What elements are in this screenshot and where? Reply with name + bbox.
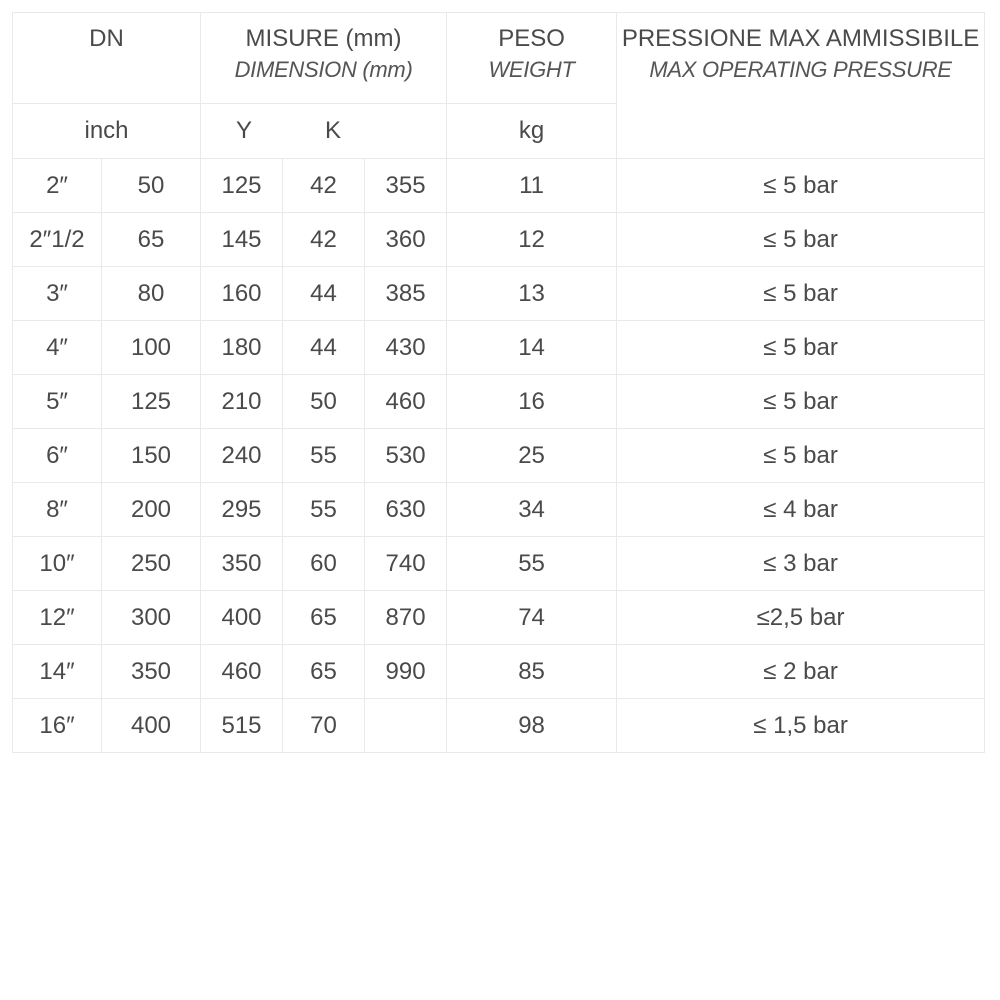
cell-dn: 80: [102, 267, 201, 321]
cell-dn: 250: [102, 537, 201, 591]
table-row: [13, 375, 985, 429]
cell-y: 240: [201, 429, 283, 483]
cell-dn: 300: [102, 591, 201, 645]
cell-pressure: ≤ 3 bar: [617, 537, 985, 591]
header-weight-cell: [447, 13, 617, 104]
cell-l: 740: [365, 537, 447, 591]
cell-dn: 125: [102, 375, 201, 429]
cell-l: 360: [365, 213, 447, 267]
cell-dn: 400: [102, 699, 201, 753]
cell-weight: 74: [447, 591, 617, 645]
table-row: [13, 159, 985, 213]
cell-l: 355: [365, 159, 447, 213]
cell-weight: 16: [447, 375, 617, 429]
header-peso: PESO: [498, 25, 565, 52]
cell-weight: 98: [447, 699, 617, 753]
cell-inch: 2″1/2: [13, 213, 102, 267]
cell-inch: 14″: [13, 645, 102, 699]
header-pressure-cell: [617, 13, 985, 159]
header-row: [13, 13, 985, 104]
cell-weight: 25: [447, 429, 617, 483]
cell-k: 55: [283, 429, 365, 483]
data-rows: [13, 159, 985, 753]
header-dimension: DIMENSION (mm): [234, 57, 413, 82]
cell-weight: 11: [447, 159, 617, 213]
unit-k: K: [325, 117, 342, 144]
cell-k: 44: [283, 267, 365, 321]
cell-pressure: ≤ 5 bar: [617, 321, 985, 375]
header-pressione: PRESSIONE MAX AMMISSIBILE: [621, 25, 980, 52]
cell-y: 180: [201, 321, 283, 375]
unit-kg: kg: [447, 104, 617, 159]
table-row: [13, 591, 985, 645]
spec-table: [12, 12, 985, 753]
cell-k: 55: [283, 483, 365, 537]
cell-inch: 8″: [13, 483, 102, 537]
cell-l: 630: [365, 483, 447, 537]
cell-y: 400: [201, 591, 283, 645]
spec-table-body: [13, 13, 985, 159]
cell-k: 50: [283, 375, 365, 429]
cell-pressure: ≤ 1,5 bar: [617, 699, 985, 753]
cell-inch: 5″: [13, 375, 102, 429]
cell-weight: 55: [447, 537, 617, 591]
cell-y: 515: [201, 699, 283, 753]
cell-y: 350: [201, 537, 283, 591]
cell-l: [365, 699, 447, 753]
cell-y: 145: [201, 213, 283, 267]
cell-inch: 12″: [13, 591, 102, 645]
cell-k: 60: [283, 537, 365, 591]
table-row: [13, 321, 985, 375]
units-yk-cell: [201, 104, 447, 159]
unit-inch: inch: [13, 104, 201, 159]
cell-weight: 34: [447, 483, 617, 537]
cell-l: 460: [365, 375, 447, 429]
cell-dn: 350: [102, 645, 201, 699]
cell-inch: 3″: [13, 267, 102, 321]
cell-dn: 65: [102, 213, 201, 267]
cell-pressure: ≤ 2 bar: [617, 645, 985, 699]
cell-k: 42: [283, 159, 365, 213]
cell-dn: 50: [102, 159, 201, 213]
unit-y: Y: [236, 117, 253, 144]
cell-k: 70: [283, 699, 365, 753]
cell-pressure: ≤ 5 bar: [617, 429, 985, 483]
cell-l: 990: [365, 645, 447, 699]
table-row: [13, 483, 985, 537]
cell-k: 44: [283, 321, 365, 375]
table-row: [13, 645, 985, 699]
cell-y: 160: [201, 267, 283, 321]
table-row: [13, 699, 985, 753]
table-row: [13, 429, 985, 483]
cell-k: 42: [283, 213, 365, 267]
header-dn: DN: [89, 25, 124, 52]
cell-k: 65: [283, 591, 365, 645]
header-dimensions-cell: [201, 13, 447, 104]
cell-weight: 12: [447, 213, 617, 267]
table-row: [13, 537, 985, 591]
cell-pressure: ≤ 5 bar: [617, 375, 985, 429]
cell-k: 65: [283, 645, 365, 699]
cell-l: 870: [365, 591, 447, 645]
cell-y: 125: [201, 159, 283, 213]
cell-pressure: ≤ 5 bar: [617, 159, 985, 213]
cell-pressure: ≤2,5 bar: [617, 591, 985, 645]
cell-weight: 85: [447, 645, 617, 699]
header-dn-cell: [13, 13, 201, 104]
cell-inch: 16″: [13, 699, 102, 753]
cell-l: 530: [365, 429, 447, 483]
cell-dn: 100: [102, 321, 201, 375]
cell-inch: 6″: [13, 429, 102, 483]
cell-inch: 2″: [13, 159, 102, 213]
header-max-pressure: MAX OPERATING PRESSURE: [649, 57, 952, 82]
cell-inch: 10″: [13, 537, 102, 591]
cell-weight: 14: [447, 321, 617, 375]
cell-dn: 150: [102, 429, 201, 483]
cell-y: 210: [201, 375, 283, 429]
cell-l: 430: [365, 321, 447, 375]
cell-dn: 200: [102, 483, 201, 537]
cell-pressure: ≤ 5 bar: [617, 213, 985, 267]
cell-weight: 13: [447, 267, 617, 321]
header-misure: MISURE (mm): [245, 25, 402, 52]
cell-y: 460: [201, 645, 283, 699]
cell-pressure: ≤ 5 bar: [617, 267, 985, 321]
cell-pressure: ≤ 4 bar: [617, 483, 985, 537]
cell-inch: 4″: [13, 321, 102, 375]
cell-l: 385: [365, 267, 447, 321]
table-row: [13, 213, 985, 267]
table-row: [13, 267, 985, 321]
cell-y: 295: [201, 483, 283, 537]
header-weight: WEIGHT: [488, 57, 575, 82]
